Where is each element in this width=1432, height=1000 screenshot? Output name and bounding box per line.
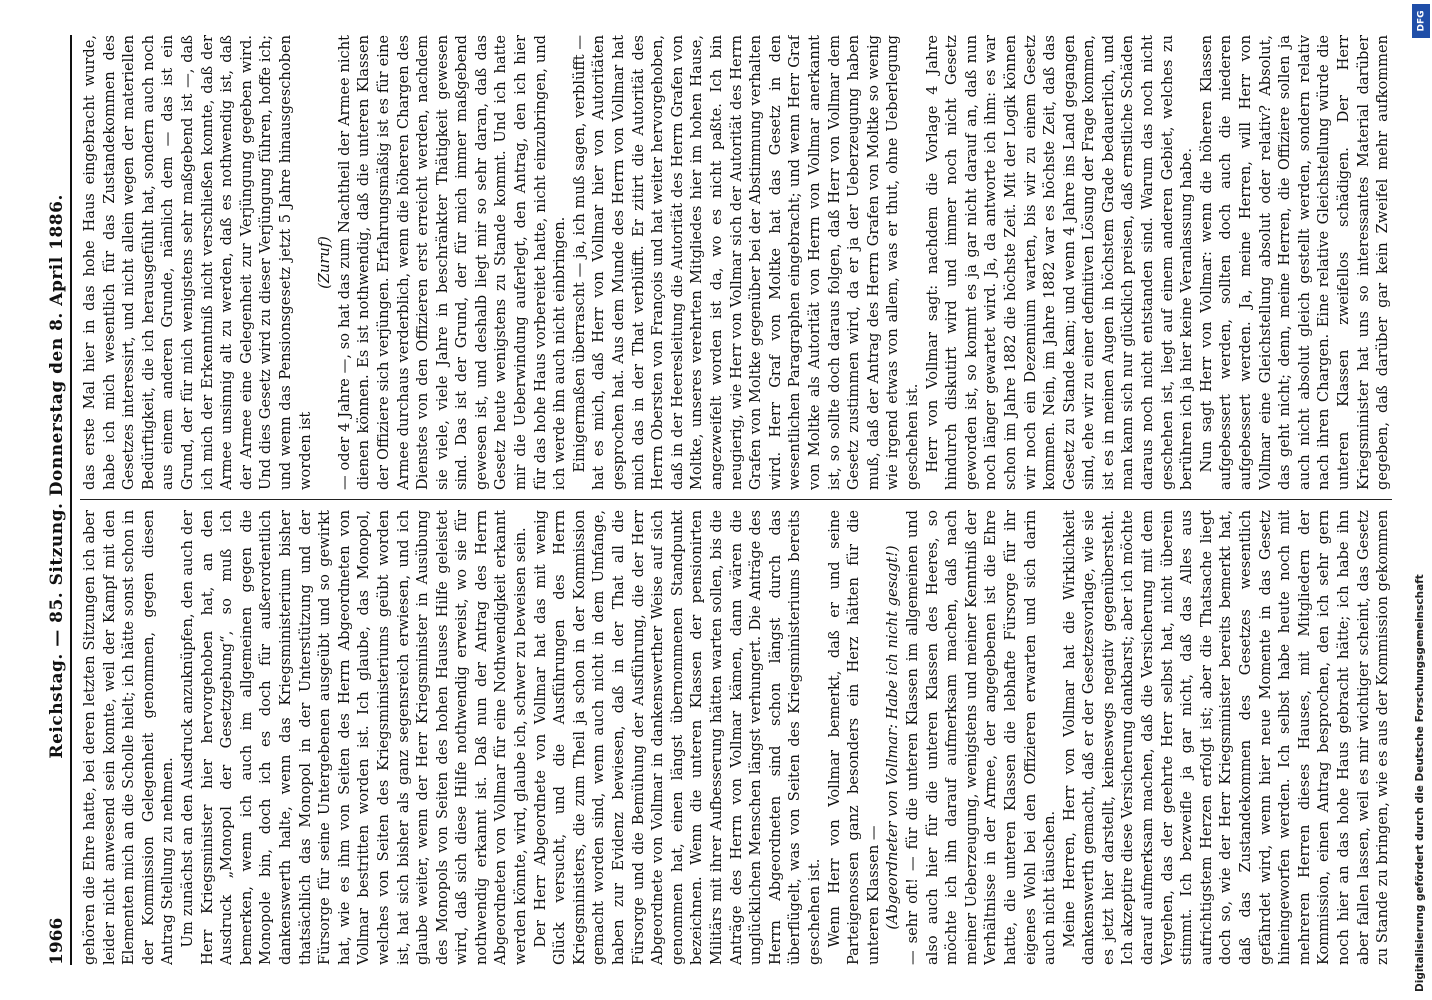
left-paragraph: Wenn Herr von Vollmar bemerkt, daß er und seine Parteigenossen ganz besonders ein Herz hätten für die unteren Klassen — bbox=[825, 510, 882, 965]
text-columns bbox=[80, 35, 1392, 965]
interjection: (Zuruf) bbox=[316, 236, 334, 289]
page-header bbox=[32, 35, 72, 965]
left-paragraph: Meine Herren, Herr von Vollmar hat die Wirklichkeit dankenswerth gemacht, daß er der Gesetzesvorlage, wie sie es jetzt hier darstellt, keineswegs negativ gegenübersteht. Ich akzeptire diese Versicherung dankbarst; aber ich möchte darauf aufmerksam machen, daß die Versicherung mit dem Vergehen, das der geehrte Herr selbst hat, nicht überein stimmt. Ich bezweifle ja gar nicht, daß das Alles aus aufrichtigstem Herzen erfolgt ist; aber die Thatsache liegt doch so, wie der Herr Kriegsminister bereits bemerkt hat, daß das Zustandekommen des Gesetzes wesentlich gefährdet wird, wenn hier neue Momente in das Gesetz hineingeworfen werden. Ich selbst habe heute noch mit mehreren Herren dieses Hauses, mit Mitgliedern der Kommission, einen Antrag besprochen, den ich sehr gern noch hier an das hohe Haus gebracht hätte; ich habe ihn aber fallen lassen, weil es mir wichtiger scheint, das Gesetz zu Stande zu bringen, wie es aus der Kommission gekommen bbox=[1060, 510, 1392, 965]
dfg-logo-icon bbox=[1412, 4, 1430, 38]
right-paragraph: das erste Mal hier in das hohe Haus eingebracht wurde, habe ich mich wesentlich für das Zustandekommen des Gesetzes interessirt, und nicht allein wegen der materiellen Bedürftigkeit, die ich herausgefühlt hat, sondern auch noch aus einem anderen Grunde, nämlich dem — das ist ein Grund, der für mich wenigstens sehr maßgebend ist —, daß ich mich der Erkenntniß nicht verschließen konnte, daß der Armee unsinnig alt zu werden, daß es nothwendig ist, daß der Armee eine Gelegenheit zur Verjüngung gegeben wird. Und dies Gesetz wird zu dieser Verjüngung führen, hoffe ich; und wenn das Pensionsgesetz jetzt 5 Jahre hinausgeschoben worden ist bbox=[81, 35, 314, 490]
rotated-page-content bbox=[32, 35, 1392, 965]
left-paragraph: — sehr oft! — für die unteren Klassen im allgemeinen und also auch hier für die unteren Klassen des Heeres, so möchte ich ihn darauf aufmerksam machen, daß nach meiner Ueberzeugung, wenigstens und meiner Kenntniß der Verhältnisse in der Armee, der angegebenen ist die Ehre hatte, die unteren Klassen die lebhafte Fürsorge für ihr eigenes Wohl bei den Offizieren erwarten und sich darin auch nicht täuschen. bbox=[903, 510, 1059, 965]
column-divider bbox=[80, 500, 1392, 501]
page-running-title: Reichstag. — 85. Sitzung. Donnerstag den 8. April 1886. bbox=[47, 194, 67, 759]
dfg-watermark-strip bbox=[1408, 0, 1432, 1000]
left-paragraph: Um zunächst an den Ausdruck anzuknüpfen, den auch der Herr Kriegsminister hier hervorgehoben hat, an den Ausdruck „Monopol der Gesetzgebung“, so muß ich bemerken, wenn ich auch im allgemeinen gegen die Monopole bin, doch ich es doch für außerordentlich dankenswerth halte, wenn das Kriegsministerium bisher thatsächlich das Monopol in der Unterstützung und der Fürsorge für seine Untergebenen ausgeübt und so gewirkt hat, wie es ihm von Seiten des Herrn Abgeordneten von Vollmar bestritten worden ist. Ich glaube, das Monopol, welches von Seiten des Kriegsministeriums geübt worden ist, hat sich bisher als ganz segensreich erwiesen, und ich glaube weiter, wenn der Herr Kriegsminister in Ausübung des Monopols von Seiten des hohen Hauses Hilfe geleistet wird, daß sich diese Hilfe nothwendig erweist, wo sie für nothwendig erkannt ist. Daß nun der Antrag des Herrn Abgeordneten von Vollmar für eine Nothwendigkeit erkannt werden könnte, wird, glaube ich, schwer zu beweisen sein. bbox=[178, 510, 530, 965]
left-paragraph: gehören die Ehre hatte, bei deren letzten Sitzungen ich aber leider nicht anwesend sein konnte, weil der Kampf mit den Elementen mich an die Scholle hielt; ich hätte sonst schon in der Kommission Gelegenheit genommen, gegen diesen Antrag Stellung zu nehmen. bbox=[81, 510, 177, 965]
right-paragraph: Herr von Vollmar sagt: nachdem die Vorlage 4 Jahre hindurch diskutirt wird und immer noch nicht Gesetz geworden ist, so kommt es ja gar nicht darauf an, daß nun noch länger gewartet wird. Ja, da antworte ich ihm: es war schon im Jahre 1882 die höchste Zeit. Mit der Logik können wir noch ein Dezennium warten, bis wir zu einem Gesetz kommen. Nein, im Jahre 1882 war es höchste Zeit, daß das Gesetz zu Stande kam; und wenn 4 Jahre ins Land gegangen sind, ehe wir zu einer definitiven Lösung der Frage kommen, ist es in meinen Augen in höchstem Grade bedauerlich, und man kann sich nur glücklich preisen, daß ernstliche Schäden daraus noch nicht entstanden sind. Warum das noch nicht geschehen ist, liegt auf einem anderen Gebiet, welches zu berühren ich ja hier keine Veranlassung habe. bbox=[923, 35, 1196, 490]
page-number: 1966 bbox=[47, 917, 67, 965]
right-paragraph: Nun sagt Herr von Vollmar: wenn die höheren Klassen aufgebessert werden, sollten doch auch die niederen aufgebessert werden. Ja, meine Herren, will Herr von Vollmar eine Gleichstellung absolut oder relativ? Absolut, das geht nicht; denn, meine Herren, die Offiziere sollen ja auch nicht absolut gleich gestellt werden, sondern relativ nach ihren Chargen. Eine relative Gleichstellung würde die unteren Klassen zweifellos schädigen. Der Herr Kriegsminister hat uns so interessantes Material darüber gegeben, daß darüber gar kein Zweifel mehr aufkommen bbox=[1197, 35, 1392, 490]
right-paragraph: — oder 4 Jahre —, so hat das zum Nachtheil der Armee nicht dienen können. Es ist nothwendig, daß die unteren Klassen der Offiziere sich verjüngen. Erfahrungsmäßig ist es für eine Armee durchaus verderblich, wenn die höheren Chargen des Dienstes von den Offizieren erst erreicht werden, nachdem sie viele, viele Jahre in beschränkter Thätigkeit gewesen sind. Das ist der Grund, der für mich immer maßgebend gewesen ist, und deshalb liegt mir so sehr daran, daß das Gesetz heute wenigstens zu Stande kommt. Und ich hatte mir die Ueberwindung auferlegt, den Antrag, den ich hier für das hohe Haus vorbereitet hatte, nicht einzubringen, und ich werde ihn auch nicht einbringen. bbox=[335, 35, 569, 490]
interjection: (Abgeordneter von Vollmar: Habe ich nicht gesagt!) bbox=[884, 545, 902, 930]
dfg-watermark-text: Digitalisierung gefördert durch die Deutsche Forschungsgemeinschaft bbox=[1414, 574, 1426, 992]
left-column bbox=[80, 510, 1392, 965]
left-paragraph: Der Herr Abgeordnete von Vollmar hat das mit wenig Glück versucht, und die Ausführungen des Herrn Kriegsministers, die zum Theil ja schon in der Kommission gemacht worden sind, wenn auch nicht in dem Umfange, haben zur Evidenz bewiesen, daß in der That all die Fürsorge und die Bemühung der Ausführung, die der Herr Abgeordnete von Vollmar in dankenswerther Weise auf sich genommen hat, einen längst übernommenen Standpunkt bezeichnen. Wenn die unteren Klassen der pensionirten Militärs mit ihrer Aufbesserung hätten warten sollen, bis die Anträge des Herrn von Vollmar kämen, dann wären die unglücklichen Menschen längst verhungert. Die Anträge des Herrn Abgeordneten sind schon längst durch das überflügelt, was von Seiten des Kriegsministeriums bereits geschehen ist. bbox=[531, 510, 823, 965]
right-column bbox=[80, 35, 1392, 490]
right-paragraph: Einigermaßen überrascht — ja, ich muß sagen, verblüfft — hat es mich, daß Herr von Vollmar hier von Autoritäten gesprochen hat. Aus dem Munde des Herrn von Vollmar hat mich das in der That verblüfft. Er zitirt die Autorität des Herrn Obersten von François und hat weiter hervorgehoben, daß in der Heeresleitung die Autorität des Herrn Grafen von Moltke, unseres verehrten Mitgliedes hier im hohen Hause, angezweifelt worden ist da, wo es nicht paßte. Ich bin neugierig, wie Herr von Vollmar sich der Autorität des Herrn Grafen von Moltke gegenüber bei der Abstimmung verhalten wird. Herr Graf von Moltke hat das Gesetz in den wesentlichen Paragraphen eingebracht; und wenn Herr Graf von Moltke als Autorität von Herrn von Vollmar anerkannt ist, so sollte doch daraus folgen, daß Herr von Vollmar dem Gesetz zustimmen wird, da er ja der Ueberzeugung haben muß, daß der Antrag des Herrn Grafen von Moltke so wenig wie irgend etwas von allem, was er thut, ohne Ueberlegung geschehen ist. bbox=[570, 35, 921, 490]
dfg-logo-label: DFG bbox=[1416, 10, 1427, 32]
